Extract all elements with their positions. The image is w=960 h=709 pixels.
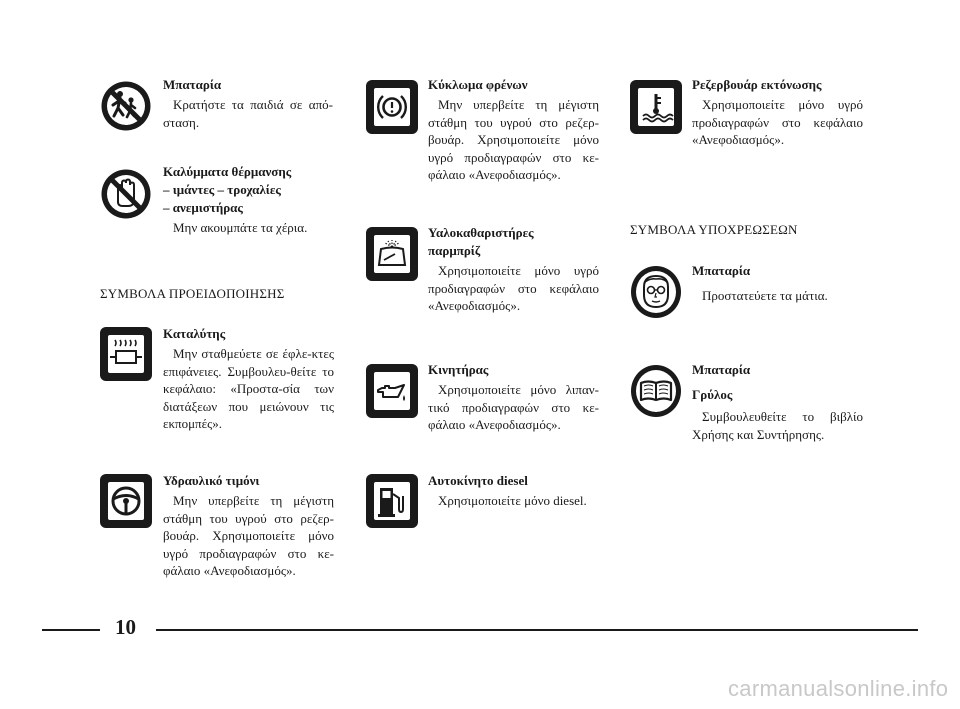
no-children-icon [100,80,152,132]
washers-text: Χρησιμοποιείτε μόνο υγρό προδιαγραφών στο κεφάλαιο «Ανεφοδιασμός». [428,263,599,313]
diesel-text: Χρησιμοποιείτε μόνο diesel. [438,493,587,508]
battery-jack-title-line1: Μπαταρία [692,362,751,377]
engine-title: Κινητήρας [428,362,489,377]
expansion-tank-text: Χρησιμοποιείτε μόνο υγρό προδιαγραφών στο κεφάλαιο «Ανεφοδιασμός». [692,97,863,147]
coolant-tank-icon [630,80,682,134]
catalytic-converter-icon [100,327,152,381]
power-steering-title: Υδραυλικό τιμόνι [163,473,260,488]
hot-covers-text: Μην ακουμπάτε τα χέρια. [173,220,308,235]
fuel-pump-icon [366,474,418,528]
catalyst-title: Καταλύτης [163,326,226,341]
oil-can-icon [366,364,418,418]
battery-children-title: Μπαταρία [163,77,222,92]
battery-eyes-title: Μπαταρία [692,263,751,278]
washers-title-line1: Υαλοκαθαριστήρες [428,225,534,240]
hot-covers-title-line1: Καλύμματα θέρμανσης [163,164,292,179]
no-hand-icon [100,168,152,220]
battery-children-text: Κρατήστε τα παιδιά σε από-σταση. [163,97,333,130]
eye-protection-icon [630,265,682,319]
brake-circuit-icon [366,80,418,134]
battery-jack-text: Συμβουλευθείτε το βιβλίο Χρήσης και Συντήρησης. [692,409,863,442]
brake-circuit-title: Κύκλωμα φρένων [428,77,528,92]
warning-symbols-heading: ΣΥΜΒΟΛΑ ΠΡΟΕΙΔΟΠΟΙΗΣΗΣ [100,286,285,301]
washers-title-line2: παρμπρίζ [428,243,481,258]
manual-book-icon [630,364,682,418]
page-number: 10 [115,615,136,639]
steering-wheel-icon [100,474,152,528]
battery-eyes-text: Προστατεύετε τα μάτια. [702,288,828,303]
catalyst-text: Μην σταθμεύετε σε έφλε-κτες επιφάνειες. Συμβουλευ-θείτε το κεφάλαιο: «Προστα-σία των διατάξεων που μειώνουν τις εκπομπές». [163,346,334,431]
engine-text: Χρησιμοποιείτε μόνο λιπαν-τικό προδιαγραφών στο κε-φάλαιο «Ανεφοδιασμός». [428,382,599,432]
hot-covers-title-line2: – ιμάντες – τροχαλίες [163,182,281,197]
expansion-tank-title: Ρεζερβουάρ εκτόνωσης [692,77,822,92]
hot-covers-title-line3: – ανεμιστήρας [163,200,243,215]
footer-rule-left [42,629,100,631]
power-steering-text: Μην υπερβείτε τη μέγιστη στάθμη του υγρού στο ρεζερ-βουάρ. Χρησιμοποιείτε μόνο υγρό προδιαγραφών στο κε-φάλαιο «Ανεφοδιασμός». [163,493,334,578]
windscreen-washer-icon [366,227,418,281]
brake-circuit-text: Μην υπερβείτε τη μέγιστη στάθμη του υγρού στο ρεζερ-βουάρ. Χρησιμοποιείτε μόνο υγρό προδιαγραφών στο κε-φάλαιο «Ανεφοδιασμός». [428,97,599,182]
battery-jack-title-line2: Γρύλος [692,387,733,402]
obligation-symbols-heading: ΣΥΜΒΟΛΑ ΥΠΟΧΡΕΩΣΕΩΝ [630,222,798,237]
diesel-title: Αυτοκίνητο diesel [428,473,528,488]
footer-rule-right [156,629,918,631]
watermark-text: carmanualsonline.info [728,676,949,701]
